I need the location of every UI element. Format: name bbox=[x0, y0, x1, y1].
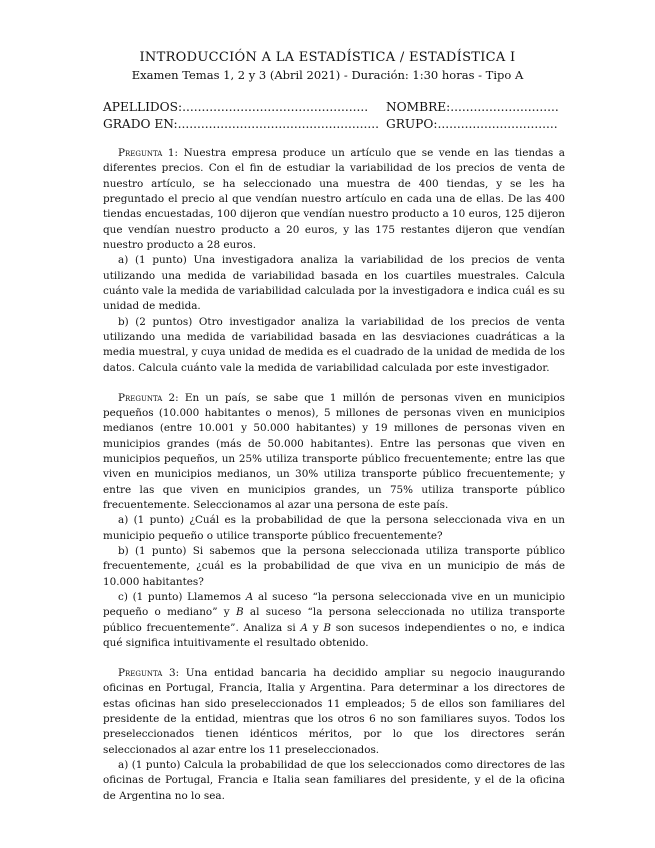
question-3-label: Pregunta 3: bbox=[118, 667, 180, 679]
question-3-statement bbox=[103, 666, 565, 758]
apellidos-blank[interactable]: ................................................ bbox=[182, 100, 369, 114]
exam-subtitle: Examen Temas 1, 2 y 3 (Abril 2021) - Duración: 1:30 horas - Tipo A bbox=[131, 68, 524, 82]
question-2-part-b: b) (1 punto) Si sabemos que la persona seleccionada utiliza transporte público frecuentemente, ¿cuál es la probabilidad de que viva en un municipio de más de 10.000 habitantes? bbox=[103, 545, 565, 588]
question-2-text: En un país, se sabe que 1 millón de personas viven en municipios pequeños (10.000 habitantes o menos), 5 millones de personas viven en municipios medianos (entre 10.001 y 50.000 habitantes) y 19 millones de personas viven en municipios grandes (más de 50.000 habitantes). Entre las personas que viven en municipios pequeños, un 25% utiliza transporte público frecuentemente; entre las que viven en municipios medianos, un 30% utiliza transporte público frecuentemente; y entre las que viven en municipios grandes, un 75% utiliza transporte público frecuentemente. Seleccionamos al azar una persona de este país. bbox=[103, 391, 565, 512]
question-2-part-a: a) (1 punto) ¿Cuál es la probabilidad de que la persona seleccionada viva en un municipio pequeño o utilice transporte público frecuentemente? bbox=[103, 514, 565, 542]
q2c-text-3: al suceso “la persona seleccionada no utiliza transporte público frecuentemente”. Analiza si bbox=[103, 606, 565, 634]
q2c-and: y bbox=[312, 621, 319, 634]
q2c-text-2: al suceso “la persona seleccionada vive en un municipio pequeño o mediano” y bbox=[103, 591, 565, 619]
question-2-part-c bbox=[103, 590, 565, 651]
q2c-text-1: c) (1 punto) Llamemos bbox=[118, 591, 242, 604]
question-3-part-a: a) (1 punto) Calcula la probabilidad de que los seleccionados como directores de las oficinas de Portugal, Francia e Italia sean familiares del presidente, y el de la oficina de Argentina no lo sea. bbox=[103, 759, 565, 802]
nombre-label: NOMBRE: bbox=[386, 100, 451, 114]
apellidos-label: APELLIDOS: bbox=[103, 100, 183, 114]
question-1-label: Pregunta 1: bbox=[118, 147, 179, 159]
grado-label: GRADO EN: bbox=[103, 117, 178, 131]
question-1-text: Nuestra empresa produce un artículo que se vende en las tiendas a diferentes precios. Con el fin de estudiar la variabilidad de los precios de venta de nuestro artículo, se ha seleccionado una muestra de 400 tiendas, y se les ha preguntado el precio al que vendían nuestro artículo en cada una de ellas. De las 400 tiendas encuestadas, 100 dijeron que vendían nuestro producto a 10 euros, 125 dijeron que vendían nuestro producto a 20 euros, y las 175 restantes dijeron que vendían nuestro producto a 28 euros. bbox=[103, 147, 565, 252]
question-2-statement bbox=[103, 391, 565, 514]
event-b-symbol-2: B bbox=[323, 621, 331, 634]
exam-title: INTRODUCCIÓN A LA ESTADÍSTICA / ESTADÍSTICA I bbox=[139, 50, 516, 65]
event-a-symbol-2: A bbox=[300, 621, 308, 634]
nombre-blank[interactable]: ............................ bbox=[450, 100, 559, 114]
question-1-part-a: a) (1 punto) Una investigadora analiza la variabilidad de los precios de venta utilizando una medida de variabilidad basada en los cuartiles muestrales. Calcula cuánto vale la medida de variabilidad calculada por la investigadora e indica cuál es su unidad de medida. bbox=[103, 254, 565, 313]
question-2-label: Pregunta 2: bbox=[118, 391, 179, 404]
grupo-blank[interactable]: ............................... bbox=[437, 117, 558, 131]
q2c-text-4: son sucesos independientes o no, e indica qué significa intuitivamente el resultado obtenido. bbox=[103, 621, 565, 650]
form-row-names bbox=[103, 100, 559, 114]
grupo-label: GRUPO: bbox=[386, 117, 438, 131]
question-1-statement bbox=[103, 146, 565, 253]
form-row-grade bbox=[103, 117, 558, 131]
event-b-symbol: B bbox=[235, 606, 244, 619]
event-a-symbol: A bbox=[245, 591, 254, 604]
question-3-text: Una entidad bancaria ha decidido ampliar su negocio inaugurando oficinas en Portugal, Francia, Italia y Argentina. Para determinar a los directores de estas oficinas han sido preseleccionados 11 empleados; 5 de ellos son familiares del presidente de la entidad, mientras que los otros 6 no son familiares suyos. Todos los preseleccionados tienen idénticos méritos, por lo que los directores serán seleccionados al azar entre los 11 preseleccionados. bbox=[103, 667, 565, 756]
question-1-part-b: b) (2 puntos) Otro investigador analiza la variabilidad de los precios de venta utilizando una medida de variabilidad basada en las desviaciones cuadráticas a la media muestral, y cuya unidad de medida es el cuadrado de la unidad de medida de los datos. Calcula cuánto vale la medida de variabilidad calculada por este investigador. bbox=[103, 315, 565, 374]
exam-content bbox=[103, 146, 565, 804]
grado-blank[interactable]: .................................................... bbox=[177, 117, 380, 131]
